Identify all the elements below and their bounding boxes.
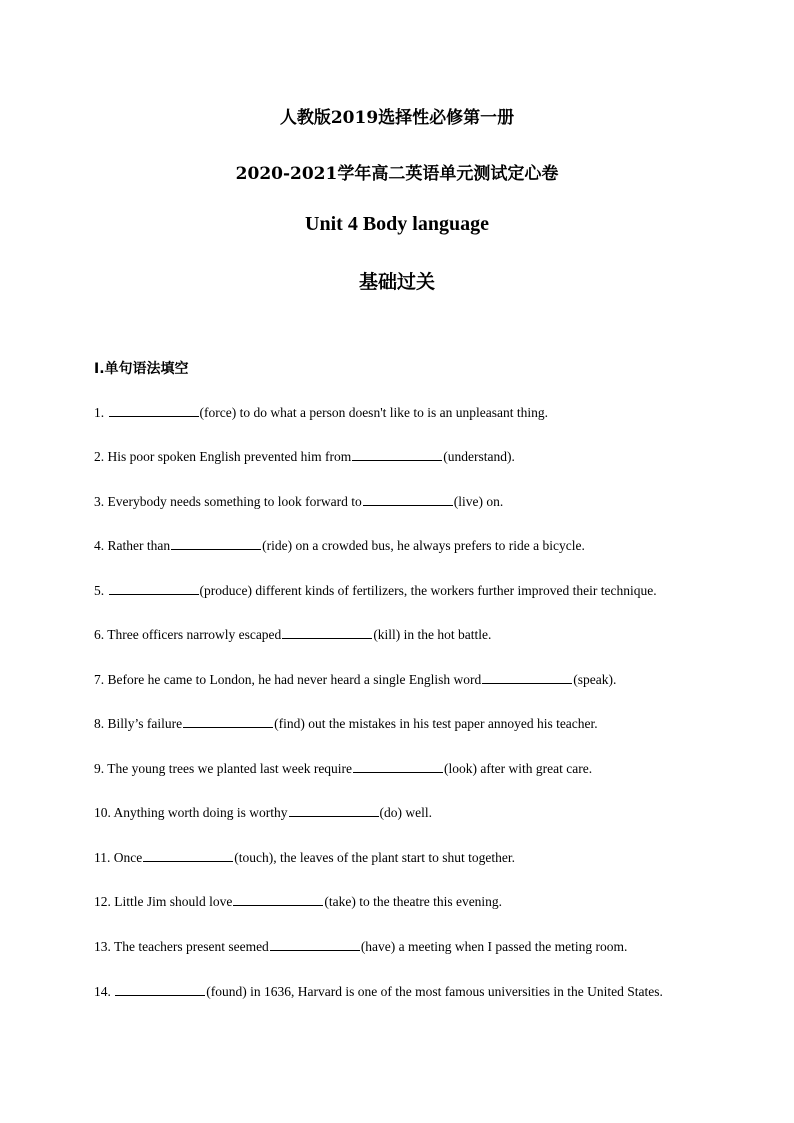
question-hint: (do) well.: [379, 805, 432, 820]
question-hint: (ride) on a crowded bus, he always prefers to ride a bicycle.: [262, 538, 585, 553]
question-14: [94, 982, 663, 1001]
question-text-before: Once: [113, 850, 143, 865]
answer-blank[interactable]: [183, 714, 273, 728]
answer-blank[interactable]: [289, 803, 379, 817]
answer-blank[interactable]: [363, 492, 453, 506]
question-number: 8.: [94, 716, 108, 731]
question-6: [94, 625, 491, 644]
answer-blank[interactable]: [353, 759, 443, 773]
question-hint: (live) on.: [453, 494, 504, 509]
question-hint: (have) a meeting when I passed the meting room.: [360, 939, 628, 954]
question-text-before: The young trees we planted last week require: [107, 761, 353, 776]
question-text-before: Three officers narrowly escaped: [107, 627, 282, 642]
question-number: 14.: [94, 984, 115, 999]
question-7: [94, 670, 616, 689]
test-title: 2020-2021学年高二英语单元测试定心卷: [235, 164, 559, 184]
question-number: 13.: [94, 939, 115, 954]
question-number: 11.: [94, 850, 114, 865]
unit-title: Unit 4 Body language: [305, 213, 489, 235]
question-hint: (speak).: [573, 672, 617, 687]
question-text-before: Before he came to London, he had never heard a single English word: [107, 672, 482, 687]
answer-blank[interactable]: [233, 892, 323, 906]
answer-blank[interactable]: [115, 982, 205, 996]
answer-blank[interactable]: [352, 447, 442, 461]
answer-blank[interactable]: [482, 670, 572, 684]
question-2: [94, 447, 515, 466]
question-3: [94, 492, 503, 511]
answer-blank[interactable]: [143, 848, 233, 862]
question-1: [94, 403, 548, 422]
question-10: [94, 803, 432, 822]
answer-blank[interactable]: [109, 403, 199, 417]
question-number: 4.: [94, 538, 108, 553]
question-text-before: Anything worth doing is worthy: [113, 805, 288, 820]
question-hint: (kill) in the hot battle.: [373, 627, 492, 642]
question-8: [94, 714, 598, 733]
level-title: 基础过关: [358, 271, 435, 293]
question-number: 10.: [94, 805, 114, 820]
question-11: [94, 848, 515, 867]
question-hint: (take) to the theatre this evening.: [324, 894, 503, 909]
question-hint: (found) in 1636, Harvard is one of the most famous universities in the United States.: [206, 984, 663, 999]
question-9: [94, 759, 592, 778]
question-13: [94, 937, 627, 956]
question-hint: (understand).: [443, 449, 515, 464]
question-hint: (look) after with great care.: [444, 761, 593, 776]
section-heading: I.单句语法填空: [94, 361, 189, 377]
question-4: [94, 536, 585, 555]
question-number: 12.: [94, 894, 115, 909]
question-number: 5.: [94, 583, 108, 598]
answer-blank[interactable]: [171, 536, 261, 550]
question-number: 6.: [94, 627, 108, 642]
question-hint: (touch), the leaves of the plant start to shut together.: [234, 850, 516, 865]
question-number: 9.: [94, 761, 108, 776]
question-text-before: His poor spoken English prevented him from: [107, 449, 352, 464]
question-text-before: Little Jim should love: [114, 894, 233, 909]
question-number: 1.: [94, 405, 108, 420]
question-text-before: Rather than: [107, 538, 171, 553]
answer-blank[interactable]: [109, 581, 199, 595]
answer-blank[interactable]: [282, 625, 372, 639]
question-text-before: Billy’s failure: [107, 716, 183, 731]
question-text-before: The teachers present seemed: [114, 939, 269, 954]
question-number: 7.: [94, 672, 108, 687]
answer-blank[interactable]: [270, 937, 360, 951]
question-5: [94, 581, 657, 600]
question-text-before: Everybody needs something to look forward to: [107, 494, 362, 509]
question-hint: (produce) different kinds of fertilizers, the workers further improved their technique.: [199, 583, 657, 598]
question-hint: (find) out the mistakes in his test paper annoyed his teacher.: [274, 716, 598, 731]
question-hint: (force) to do what a person doesn't like to is an unpleasant thing.: [199, 405, 548, 420]
textbook-title: 人教版2019选择性必修第一册: [279, 108, 515, 128]
question-number: 2.: [94, 449, 108, 464]
question-12: [94, 892, 502, 911]
question-number: 3.: [94, 494, 108, 509]
